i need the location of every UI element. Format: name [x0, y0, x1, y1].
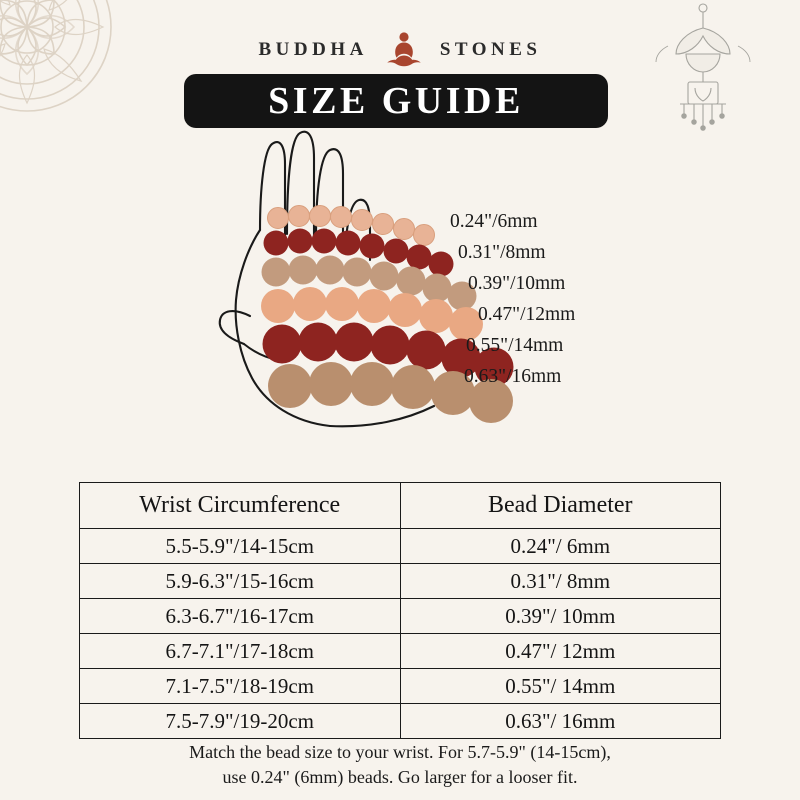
cell-wrist: 6.7-7.1"/17-18cm — [80, 634, 401, 669]
cell-wrist: 5.5-5.9"/14-15cm — [80, 529, 401, 564]
brand-header — [0, 28, 800, 72]
brand-name-right: STONES — [439, 39, 542, 60]
table-row — [80, 634, 721, 669]
footer-note — [0, 740, 800, 790]
bead-size-label: 0.39"/10mm — [468, 273, 566, 294]
table-row — [80, 529, 721, 564]
table-row — [80, 704, 721, 739]
table-row — [80, 669, 721, 704]
bead-size-label: 0.24"/6mm — [450, 211, 538, 232]
cell-bead: 0.31"/ 8mm — [400, 564, 721, 599]
footer-note-line-2: use 0.24" (6mm) beads. Go larger for a looser fit. — [222, 767, 578, 787]
page-title: SIZE GUIDE — [268, 80, 524, 122]
table-row — [80, 599, 721, 634]
buddha-meditation-icon — [382, 28, 426, 72]
bead-size-label: 0.47"/12mm — [478, 304, 576, 325]
bead-size-label-list — [446, 206, 696, 392]
bead-size-label: 0.63"/16mm — [464, 366, 562, 387]
cell-bead: 0.39"/ 10mm — [400, 599, 721, 634]
cell-wrist: 7.1-7.5"/18-19cm — [80, 669, 401, 704]
bead-size-label: 0.55"/14mm — [466, 335, 564, 356]
table-header-row — [80, 483, 721, 529]
cell-wrist: 5.9-6.3"/15-16cm — [80, 564, 401, 599]
column-header-bead-diameter: Bead Diameter — [400, 483, 721, 529]
brand-name-left: BUDDHA — [258, 39, 368, 60]
footer-note-line-1: Match the bead size to your wrist. For 5.7-5.9" (14-15cm), — [189, 742, 611, 762]
cell-bead: 0.24"/ 6mm — [400, 529, 721, 564]
bead-size-label: 0.31"/8mm — [458, 242, 546, 263]
table-row — [80, 564, 721, 599]
page-title-banner — [184, 74, 608, 128]
cell-bead: 0.55"/ 14mm — [400, 669, 721, 704]
cell-bead: 0.47"/ 12mm — [400, 634, 721, 669]
cell-bead: 0.63"/ 16mm — [400, 704, 721, 739]
cell-wrist: 6.3-6.7"/16-17cm — [80, 599, 401, 634]
cell-wrist: 7.5-7.9"/19-20cm — [80, 704, 401, 739]
size-table-container — [79, 482, 721, 739]
size-table — [79, 482, 721, 739]
column-header-wrist-circumference: Wrist Circumference — [80, 483, 401, 529]
